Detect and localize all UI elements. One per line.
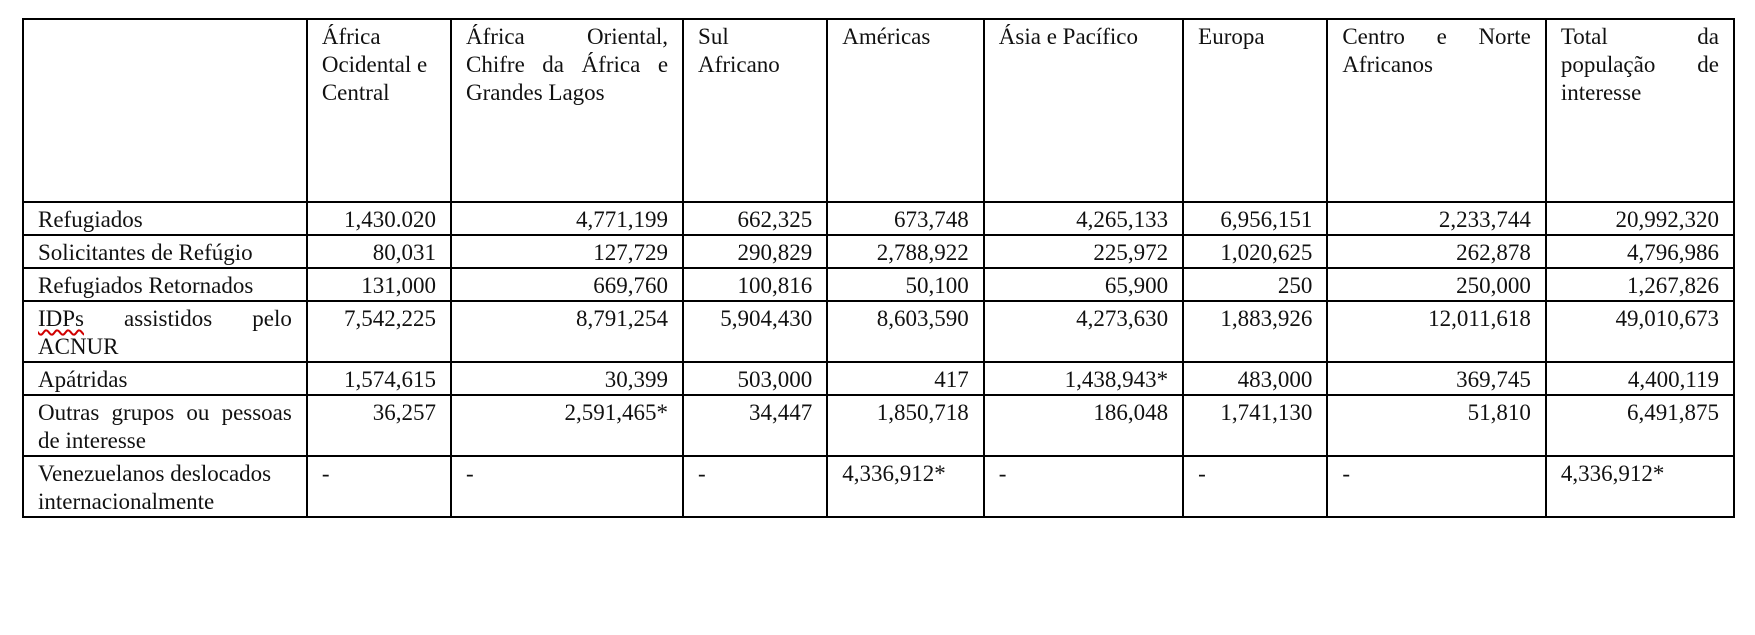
regional-population-table	[22, 18, 1735, 518]
header-europa: Europa	[1183, 19, 1327, 202]
table-cell-total: 4,796,986	[1546, 235, 1734, 268]
table-cell: 4,771,199	[451, 202, 683, 235]
table-cell: -	[984, 456, 1183, 517]
table-cell: 4,273,630	[984, 301, 1183, 362]
table-cell: 8,603,590	[827, 301, 984, 362]
table-row	[23, 456, 1734, 517]
table-cell: 2,233,744	[1327, 202, 1546, 235]
table-cell: 2,591,465*	[451, 395, 683, 456]
table-cell: 250,000	[1327, 268, 1546, 301]
table-cell: 225,972	[984, 235, 1183, 268]
header-africa-ocidental: África Ocidental e Central	[307, 19, 451, 202]
table-cell: 34,447	[683, 395, 827, 456]
table-cell: 669,760	[451, 268, 683, 301]
row-label-apatridas: Apátridas	[23, 362, 307, 395]
table-cell: 290,829	[683, 235, 827, 268]
table-cell: 65,900	[984, 268, 1183, 301]
table-cell: 1,741,130	[1183, 395, 1327, 456]
table-cell-total: 49,010,673	[1546, 301, 1734, 362]
header-africa-oriental: África Oriental, Chifre da África e Grandes Lagos	[451, 19, 683, 202]
table-cell: 262,878	[1327, 235, 1546, 268]
table-cell: 6,956,151	[1183, 202, 1327, 235]
table-cell: 4,265,133	[984, 202, 1183, 235]
header-centro-norte: Centro e Norte Africanos	[1327, 19, 1546, 202]
table-cell: 1,438,943*	[984, 362, 1183, 395]
table-cell: 1,020,625	[1183, 235, 1327, 268]
table-cell: 673,748	[827, 202, 984, 235]
table-cell: 30,399	[451, 362, 683, 395]
table-cell: 186,048	[984, 395, 1183, 456]
row-label-retornados: Refugiados Retornados	[23, 268, 307, 301]
row-label-outras: Outras grupos ou pessoas de interesse	[23, 395, 307, 456]
header-row	[23, 19, 1734, 202]
header-corner-cell	[23, 19, 307, 202]
row-label-venezuelanos: Venezuelanos deslocados internacionalmente	[23, 456, 307, 517]
table-cell-total: 4,400,119	[1546, 362, 1734, 395]
header-asia-pacifico: Ásia e Pacífico	[984, 19, 1183, 202]
table-cell: 1,430.020	[307, 202, 451, 235]
table-cell: 51,810	[1327, 395, 1546, 456]
table-cell: 483,000	[1183, 362, 1327, 395]
table-row	[23, 268, 1734, 301]
header-americas: Américas	[827, 19, 984, 202]
row-label-refugiados: Refugiados	[23, 202, 307, 235]
table-cell: -	[683, 456, 827, 517]
table-cell: 2,788,922	[827, 235, 984, 268]
table-cell: 80,031	[307, 235, 451, 268]
table-cell: 369,745	[1327, 362, 1546, 395]
table-cell: 36,257	[307, 395, 451, 456]
table-cell: 1,574,615	[307, 362, 451, 395]
table-cell: 4,336,912*	[827, 456, 984, 517]
table-cell: 417	[827, 362, 984, 395]
table-cell: 127,729	[451, 235, 683, 268]
table-cell: -	[451, 456, 683, 517]
table-row	[23, 235, 1734, 268]
table-row	[23, 362, 1734, 395]
table-cell-total: 4,336,912*	[1546, 456, 1734, 517]
table-row	[23, 202, 1734, 235]
table-cell: 5,904,430	[683, 301, 827, 362]
row-label-idps	[23, 301, 307, 362]
table-cell: -	[307, 456, 451, 517]
table-cell: 250	[1183, 268, 1327, 301]
table-row	[23, 301, 1734, 362]
row-label-idps-rest: assistidos pelo ACNUR	[38, 306, 292, 359]
table-cell: 8,791,254	[451, 301, 683, 362]
table-cell: 662,325	[683, 202, 827, 235]
header-sul-africano: Sul Africano	[683, 19, 827, 202]
table-cell: 12,011,618	[1327, 301, 1546, 362]
table-cell: 131,000	[307, 268, 451, 301]
table-cell: 1,850,718	[827, 395, 984, 456]
table-cell-total: 6,491,875	[1546, 395, 1734, 456]
table-cell: 50,100	[827, 268, 984, 301]
spellcheck-underlined-word: IDPs	[38, 306, 85, 331]
table-cell: 7,542,225	[307, 301, 451, 362]
table-cell: 100,816	[683, 268, 827, 301]
table-cell: 1,883,926	[1183, 301, 1327, 362]
table-cell: 503,000	[683, 362, 827, 395]
table-row	[23, 395, 1734, 456]
header-total: Total da população de interesse	[1546, 19, 1734, 202]
table-cell: -	[1327, 456, 1546, 517]
table-cell-total: 1,267,826	[1546, 268, 1734, 301]
table-cell: -	[1183, 456, 1327, 517]
row-label-solicitantes: Solicitantes de Refúgio	[23, 235, 307, 268]
table-cell-total: 20,992,320	[1546, 202, 1734, 235]
